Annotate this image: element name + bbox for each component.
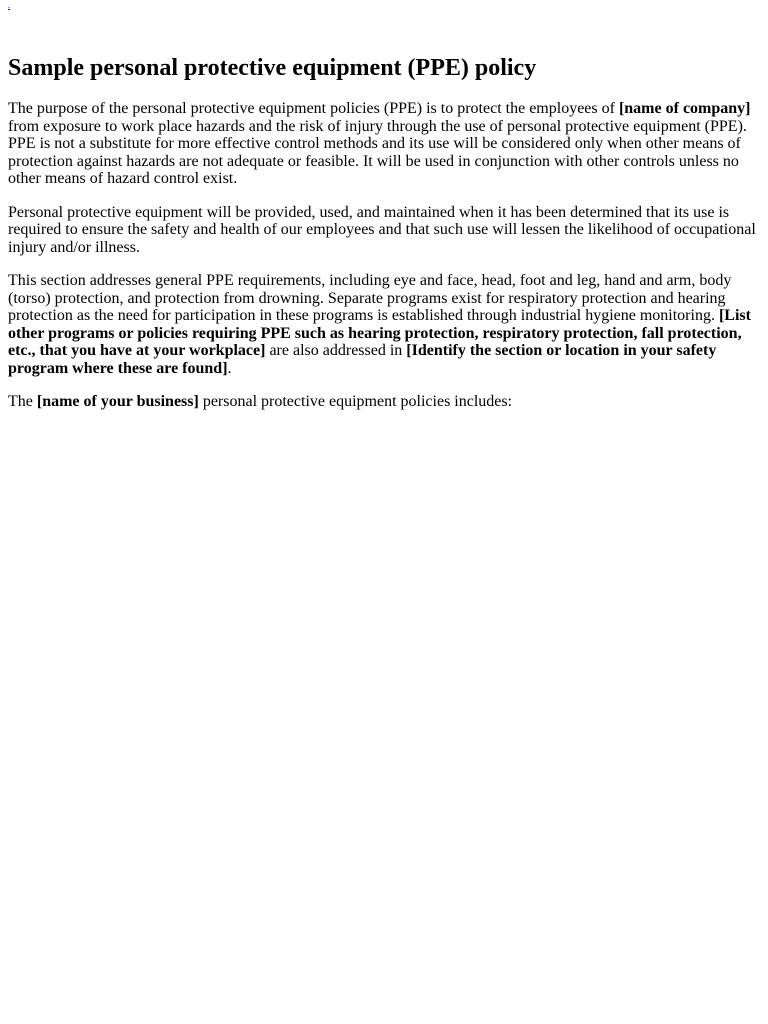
business-name-placeholder: [name of your business]	[36, 393, 199, 411]
provision-paragraph: Personal protective equipment will be provided, used, and maintained when it has been determined that its use is required to ensure the safety and health of our employees and that such use will lessen the likelihood of occupational injury and/or illness.	[8, 203, 756, 256]
scope-text-c: .	[227, 359, 232, 377]
company-name-placeholder: [name of company]	[618, 100, 751, 118]
purpose-text-b: from exposure to work place hazards and the risk of injury through the use of personal protective equipment (PPE). PPE is not a substitute for more effective control methods and its use will be considered only when other means of protection against hazards are not adequate or feasible. It will be used in conjunction with other controls unless no other means of hazard control exist.	[8, 117, 747, 188]
scope-text-a: This section addresses general PPE requirements, including eye and face, head, foot and leg, hand and arm, body (torso) protection, and protection from drowning. Separate programs exist for respiratory protection and hearing protection as the need for participation in these programs is established through industrial hygiene monitoring.	[8, 272, 732, 325]
includes-text-a: The	[8, 393, 37, 411]
purpose-text-a: The purpose of the personal protective equipment policies (PPE) is to protect the employees of	[8, 100, 619, 118]
includes-text-b: personal protective equipment policies includes:	[198, 393, 513, 411]
includes-paragraph	[8, 393, 760, 411]
top-link[interactable]: .	[8, 1, 10, 10]
scope-paragraph	[8, 272, 760, 377]
page-title: Sample personal protective equipment (PPE) policy	[8, 55, 537, 81]
section-location-placeholder: [Identify the section or location in your safety program where these are found]	[8, 342, 717, 377]
purpose-paragraph	[8, 100, 760, 188]
scope-text-b: are also addressed in	[265, 342, 407, 360]
other-programs-placeholder: [List other programs or policies requiring PPE such as hearing protection, respiratory protection, fall protection, etc., that you have at your workplace]	[8, 307, 751, 360]
